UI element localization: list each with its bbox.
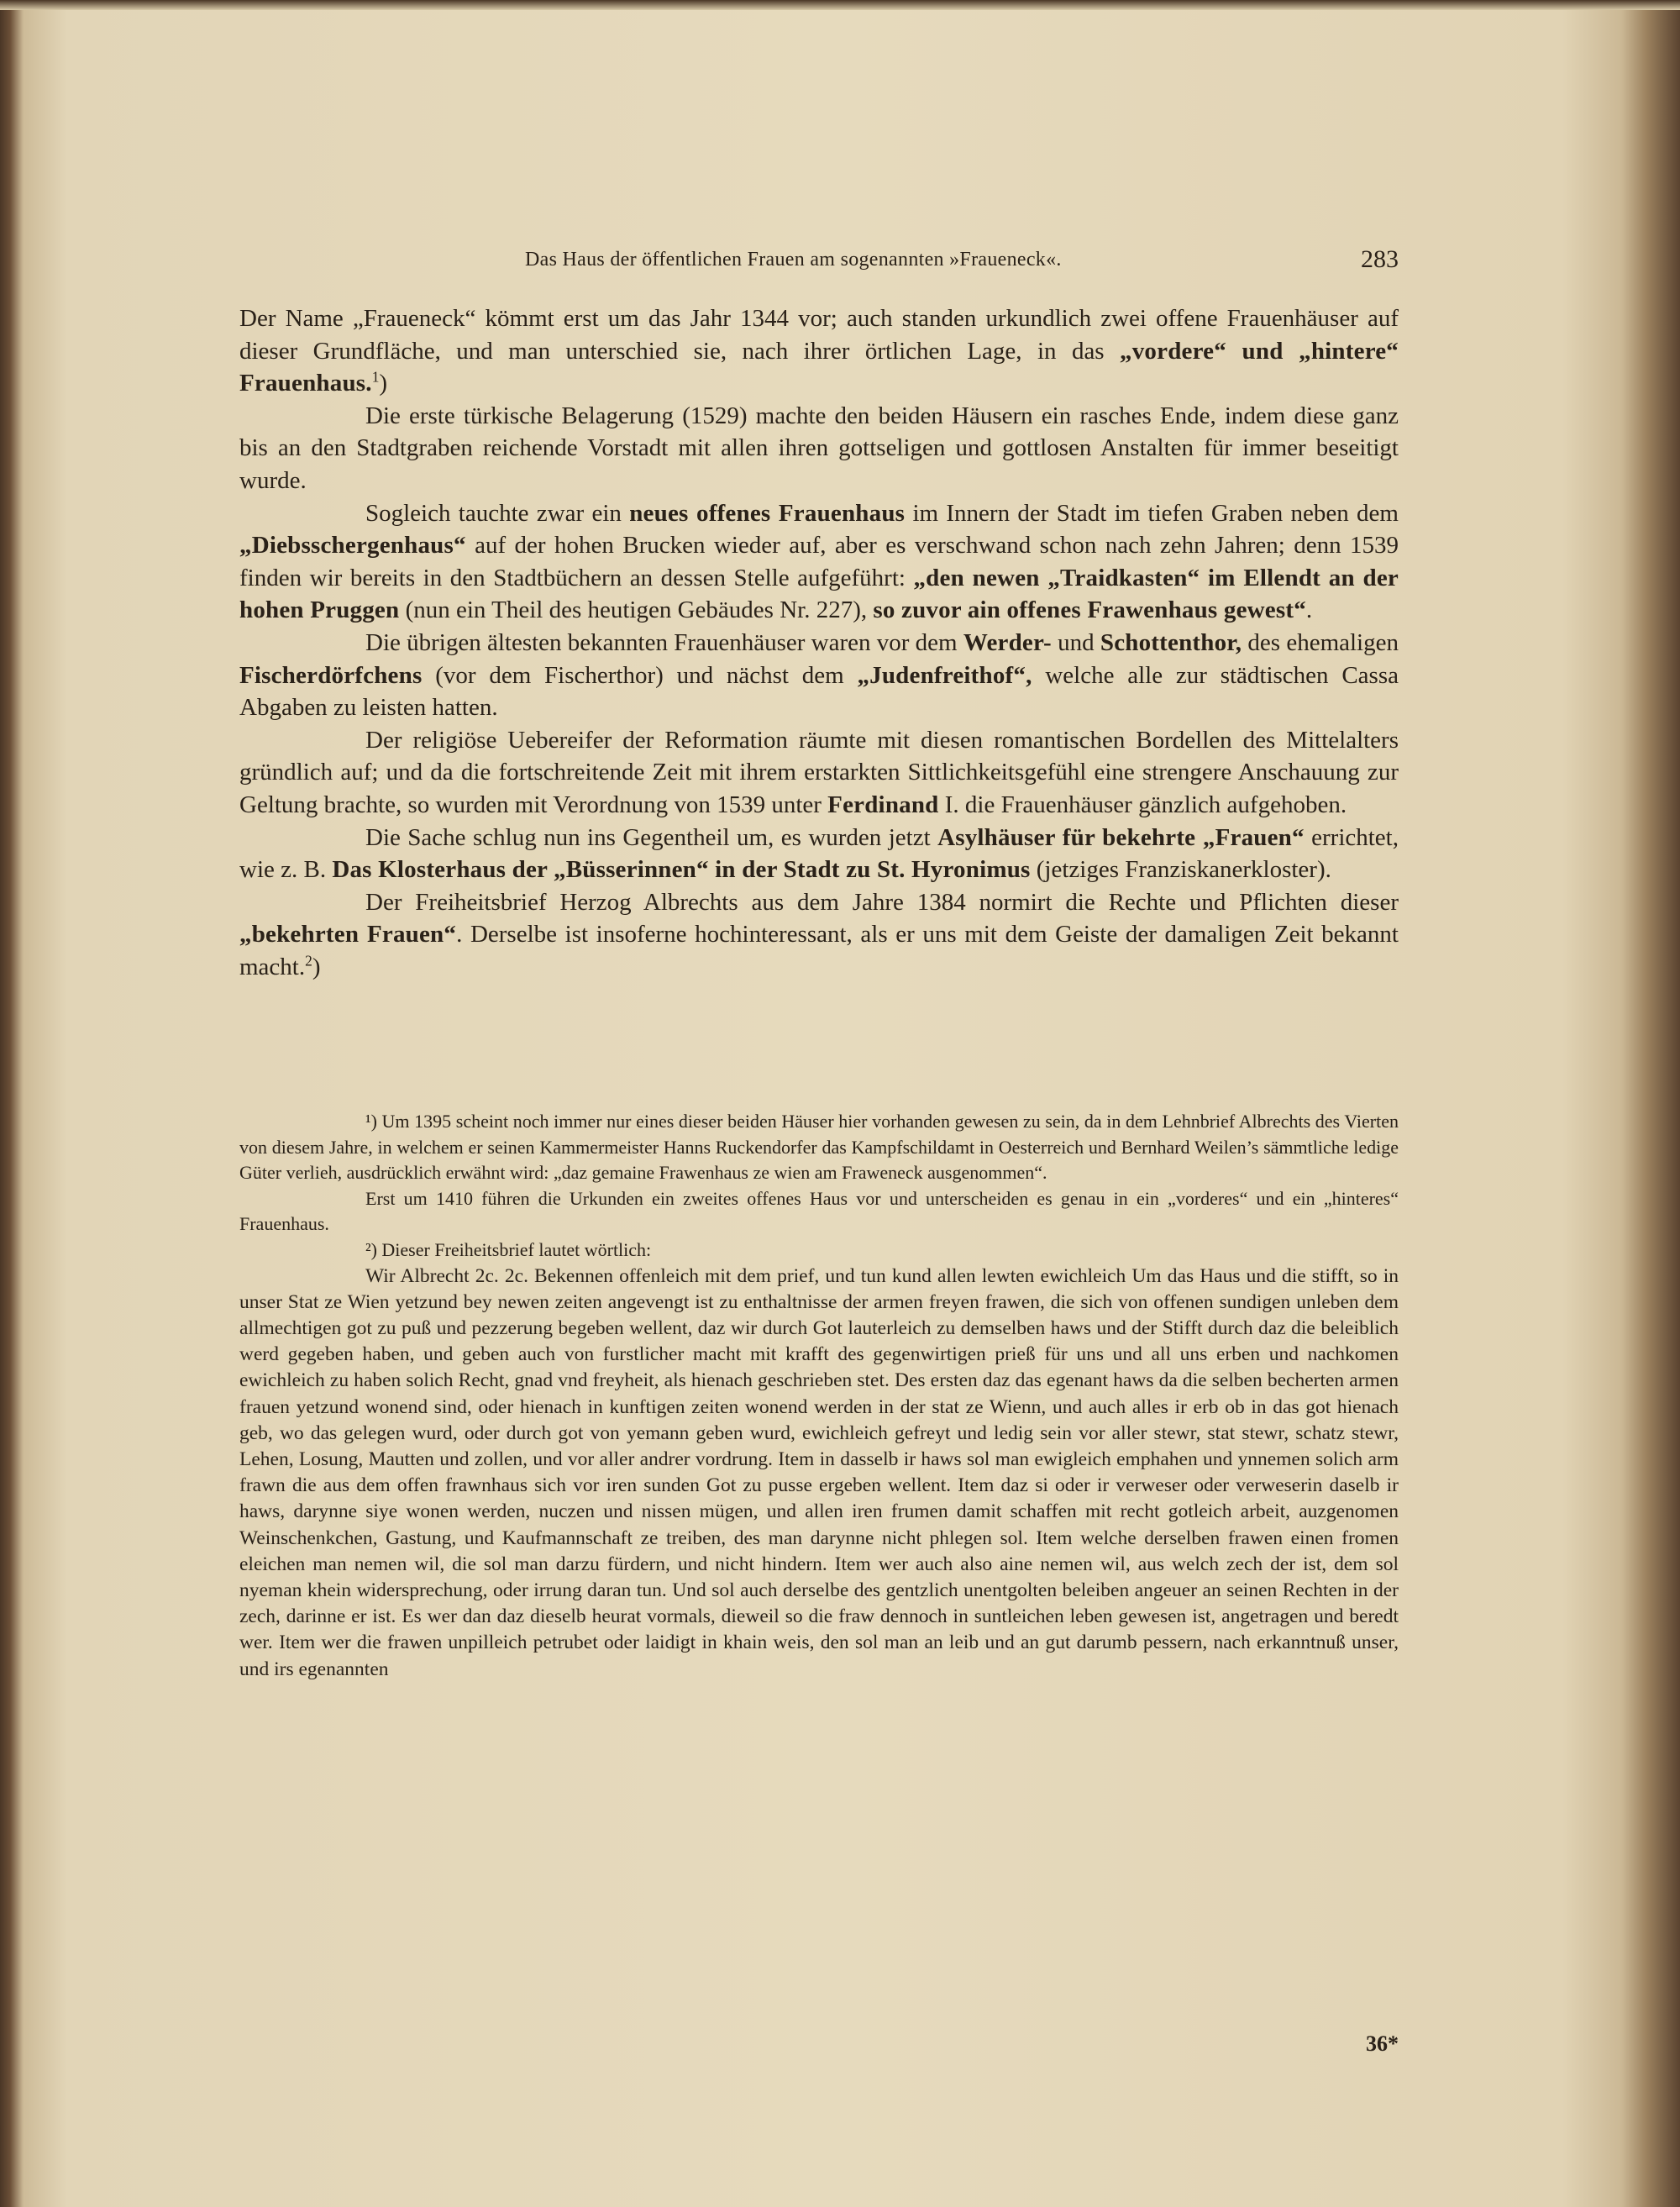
- text-run: I. die Frauenhäuser gänzlich aufgehoben.: [938, 791, 1347, 818]
- text-run: welche alle zur städtischen Cassa Abgaben zu leisten hatten.: [239, 661, 1399, 722]
- emphasis: neues offenes Frauenhaus: [629, 499, 906, 527]
- running-head: [239, 244, 1399, 277]
- emphasis: „bekehrten Frauen“: [239, 921, 457, 948]
- paragraph-1: [239, 302, 1399, 400]
- running-title: Das Haus der öffentlichen Frauen am sogenannten »Fraueneck«.: [525, 249, 1062, 271]
- signature-mark: 36*: [1366, 2031, 1399, 2056]
- text-run: (jetziges Franziskanerkloster).: [1030, 856, 1331, 884]
- text-run: Der Name „Fraueneck“ kömmt erst um das Jahr 1344 vor; auch standen urkundlich zwei offene Frauenhäuser auf dieser Grundfläche, und man unterschied sie, nach ihrer örtlichen Lage, in das: [239, 305, 1399, 365]
- page: [239, 244, 1399, 2134]
- emphasis: Das Klosterhaus der „Büsserinnen“ in der Stadt zu St. Hyronimus: [332, 856, 1031, 884]
- footnote-1: ¹) Um 1395 scheint noch immer nur eines dieser beiden Häuser hier vorhanden gewesen zu sein, da in dem Lehnbrief Albrechts des Vierten von diesem Jahre, in welchem er seinen Kammermeister Hanns Ruckendorfer das Kampfschildamt in Oesterreich und Bernhard Weilen’s sämmtliche ledige Güter verlieh, ausdrücklich erwähnt wird: „daz gemaine Frawenhaus ze wien am Fraweneck ausgenommen“.: [239, 1111, 1399, 1184]
- text-run: des ehemaligen: [1242, 628, 1399, 656]
- emphasis: „Judenfreithof“,: [857, 661, 1032, 689]
- emphasis: so zuvor ain offenes Frawenhaus gewest“: [873, 596, 1306, 624]
- text-run: ): [379, 370, 388, 397]
- text-run: ): [312, 953, 321, 980]
- text-run: .: [1305, 596, 1313, 624]
- emphasis: Ferdinand: [827, 791, 939, 818]
- paragraph-3: [239, 497, 1399, 627]
- paragraph-5: [239, 724, 1399, 822]
- main-text: [239, 302, 1399, 983]
- text-run: auf der hohen Brucken wieder auf, aber es verschwand schon nach zehn Jahren; denn 1539 finden wir bereits in den Stadtbüchern an dessen Stelle aufgeführt:: [239, 532, 1399, 591]
- paragraph-4: [239, 627, 1399, 724]
- page-top-edge: [0, 0, 1680, 10]
- text-run: Die übrigen ältesten bekannten Frauenhäuser waren vor dem: [365, 628, 963, 656]
- text-run: (vor dem Fischerthor) und nächst dem: [422, 661, 858, 689]
- emphasis: „Diebsschergenhaus“: [239, 532, 466, 560]
- text-run: . Derselbe ist insoferne hochinteressant, als er uns mit dem Geiste der damaligen Zeit bekannt macht.: [239, 921, 1399, 980]
- text-run: und: [1051, 628, 1100, 656]
- footnote-ref: 1: [371, 368, 380, 386]
- text-run: (nun ein Theil des heutigen Gebäudes Nr. 227),: [399, 596, 874, 624]
- emphasis: „den newen „Traidkasten“ im Ellendt an der hohen Pruggen: [239, 564, 1399, 624]
- page-number: 283: [1361, 245, 1399, 273]
- emphasis: „vordere“ und „hintere“ Frauenhaus.: [239, 337, 1399, 397]
- text-run: errichtet, wie z. B.: [239, 823, 1399, 884]
- paragraph-2: Die erste türkische Belagerung (1529) machte den beiden Häusern ein rasches Ende, indem diese ganz bis an den Stadtgraben reichende Vorstadt mit allen ihren gottseligen und gottlosen Anstalten für immer beseitigt wurde.: [239, 402, 1399, 494]
- text-run: Sogleich tauchte zwar ein: [365, 499, 630, 527]
- text-run: im Innern der Stadt im tiefen Graben neben dem: [905, 499, 1399, 527]
- text-run: Die Sache schlug nun ins Gegentheil um, es wurden jetzt: [365, 823, 938, 851]
- paragraph-7: [239, 886, 1399, 984]
- footnote-1-continued: Erst um 1410 führen die Urkunden ein zweites offenes Haus vor und unterscheiden es genau in ein „vorderes“ und ein „hinteres“ Frauenhaus.: [239, 1187, 1399, 1235]
- charter-quotation: Wir Albrecht 2c. 2c. Bekennen offenleich mit dem prief, und tun kund allen lewten ewichleich Um das Haus und die stifft, so in unser Stat ze Wien yetzund bey newen zeiten angevengt ist zu enthaltnisse der armen freyen frawen, die sich von offenen sundigen unleben dem allmechtigen got zu puß und pezzerung begeben wellent, daz wir durch Got lauterleich zu demselben haws und der Stifft durch daz die beleiblich werd gegeben haben, und geben auch von furstlicher macht mit krafft des gegenwirtigen prieß für uns und all uns erben und nachkomen ewichleich zu haben solich Recht, gnad vnd freyheit, als hienach geschrieben stet. Des ersten daz das egenant haws da die selben becherten armen frauen yetzund wonend sind, oder hienach in kunftigen zeiten wonend werden in der stat ze Wienn, und auch alles ir erb ob in das got hienach geb, wo das gelegen wurd, oder durch got von yemann geben wurd, ewichleich gefreyt und ledig sein vor aller stewr, stat stewr, schatz stewr, Lehen, Losung, Mautten und zollen, und vor aller andrer vordrung. Item in dasselb ir haws sol man ewigleich emphahen und ynnemen solich arm frawn die aus dem offen frawnhaus sich vor iren sunden Got zu pusse ergeben wellent. Item daz si oder ir verweser oder verweserin daselb ir haws, darynne siye wonen werden, nuczen und nissen mügen, und allen iren frumen damit schaffen mit recht gotleich arbeit, auzgenomen Weinschenkchen, Gastung, und Kaufmannschaft ze treiben, des man darynne nicht phlegen sol. Item welche derselben frawen einen fromen eleichen man nemen wil, die sol man darzu fürdern, und nicht hindern. Item wer auch also aine nemen wil, aus welch zech der ist, dem sol nyeman khein widersprechung, oder irrung daran tun. Und sol auch derselbe des gentzlich unentgolten beleiben angeuer an seinen Rechten in der zech, darinne er ist. Es wer dan daz dieselb heurat vormals, dieweil so die fraw dennoch in suntleichen leben gewesen ist, angetragen und beredt wer. Item wer die frawen unpilleich petrubet oder laidigt in khain weis, den sol man an leib und an gut darumb pessern, nach erkanntnuß unser, und irs egenannten: [239, 1264, 1399, 1680]
- paragraph-6: [239, 822, 1399, 886]
- text-run: Der Freiheitsbrief Herzog Albrechts aus dem Jahre 1384 normirt die Rechte und Pflichten dieser: [365, 888, 1399, 916]
- footnote-2: ²) Dieser Freiheitsbrief lautet wörtlich:: [365, 1238, 652, 1260]
- text-run: Der religiöse Uebereifer der Reformation räumte mit diesen romantischen Bordellen des Mittelalters gründlich auf; und da die fortschreitende Zeit mit ihrem erstarkten Sittlichkeitsgefühl eine strengere Anschauung zur Geltung brachte, so wurden mit Verordnung von 1539 unter: [239, 726, 1399, 818]
- emphasis: Schottenthor,: [1100, 628, 1242, 656]
- footnote-ref: 2: [305, 952, 312, 970]
- footnotes: [239, 1109, 1399, 1683]
- emphasis: Werder-: [963, 628, 1052, 656]
- emphasis: Asylhäuser für bekehrte „Frauen“: [937, 823, 1305, 851]
- emphasis: Fischerdörfchens: [239, 661, 423, 689]
